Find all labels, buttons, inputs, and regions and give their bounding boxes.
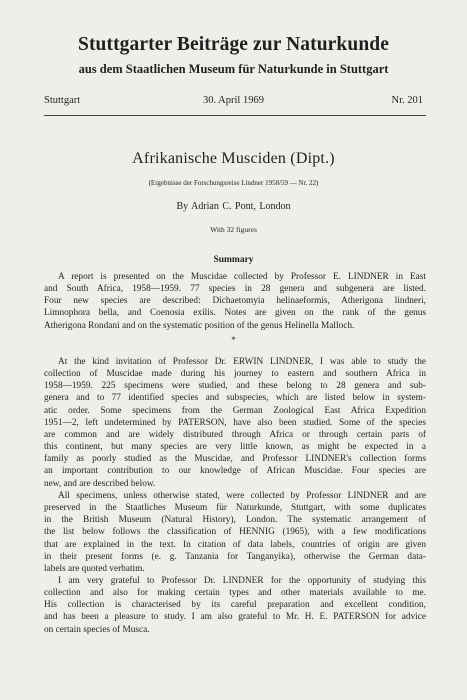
article-title: Afrikanische Musciden (Dipt.) (132, 150, 335, 167)
body-paragraph-3 (44, 575, 426, 636)
body-line: His collection is characterised by its careful preparation and excellent condition, (44, 600, 426, 611)
body-line: collection of Muscidae made during his journey to eastern and southern Africa in (44, 369, 426, 380)
body-line: preserved in the Staatliches Museum für Naturkunde, Stuttgart, with some duplicates (44, 503, 426, 514)
author-line: By Adrian C. Pont, London (176, 201, 291, 212)
body-line: that are explained in the text. In citation of data labels, countries of origin are given (44, 539, 426, 550)
body-line: 1958—1959. 225 specimens were studied, and these belong to 28 genera and sub- (44, 381, 426, 392)
body-line: 1951—2, left undetermined by PATERSON, have also been studied. Some of the species (44, 417, 426, 428)
body-line: labels are quoted verbatim. (44, 563, 145, 574)
summary-heading: Summary (213, 255, 254, 265)
summary-line: A report is presented on the Muscidae collected by Professor E. LINDNER in East (58, 272, 426, 282)
results-note: (Ergebnisse der Forschungsreise Lindner 1958/59 — Nr. 22) (148, 179, 319, 187)
body-line: this continent, but many species are very little known, as might be expected in a (44, 442, 426, 453)
journal-title: Stuttgarter Beiträge zur Naturkunde (78, 34, 389, 55)
body-line: on certain species of Musca. (44, 624, 150, 635)
body-line: genera and to 77 identified species and subspecies, which are listed below in system- (44, 393, 426, 404)
section-divider-star: * (231, 335, 236, 345)
summary-line: and South Africa, 1958—1959. 77 species in 28 genera and subgenera are listed. (44, 284, 426, 295)
summary-paragraph (44, 271, 426, 332)
body-line: All specimens, unless otherwise stated, were collected by Professor LINDNER and are (58, 491, 426, 501)
summary-line: Atherigona Rondani and on the systematic position of the genus Helinella Malloch. (44, 320, 355, 331)
body-line: atic order. Some specimens from the German Zoological East Africa Expedition (44, 405, 426, 416)
body-line: collection and also for making certain types and other materials available to me. (44, 588, 426, 599)
body-line: new, and are described below. (44, 478, 156, 489)
journal-subtitle: aus dem Staatlichen Museum für Naturkunde in Stuttgart (78, 62, 389, 76)
body-line: I am very grateful to Professor Dr. LINDNER for the opportunity of studying this (58, 576, 426, 586)
summary-line: Limnophora bella, and Coenosia exilis. Notes are given on the rank of the genus (44, 308, 426, 319)
header-rule (44, 115, 426, 116)
body-line: in their present forms (e. g. Tanzania for Tanganyika), otherwise the German data- (44, 551, 426, 562)
publication-place: Stuttgart (44, 95, 81, 106)
body-line: are common and are widely distributed through Africa or through certain parts of (44, 429, 426, 440)
figures-note: With 32 figures (210, 225, 257, 234)
body-paragraph-1 (44, 356, 426, 490)
body-line: family as poorly studied as the Muscidae, and Professor LINDNER's collection forms (44, 454, 426, 465)
body-line: and has been a pleasure to study. I am also grateful to Mr. H. E. PATERSON for advice (44, 612, 426, 623)
body-line: At the kind invitation of Professor Dr. ERWIN LINDNER, I was able to study the (58, 357, 426, 367)
body-paragraph-2 (44, 490, 426, 575)
publication-date: 30. April 1969 (203, 95, 264, 106)
body-line: an important contribution to our knowledge of African Muscidae. Four species are (44, 466, 426, 477)
issue-number: Nr. 201 (391, 95, 423, 106)
summary-line: Four new species are described: Dichaetomyia helinaeformis, Atherigona lindneri, (44, 296, 426, 307)
body-line: in the British Museum (Natural History), London. The systematic arrangement of (44, 515, 426, 526)
body-line: the list below follows the classification of HENNIG (1965), with a few modifications (44, 527, 426, 538)
